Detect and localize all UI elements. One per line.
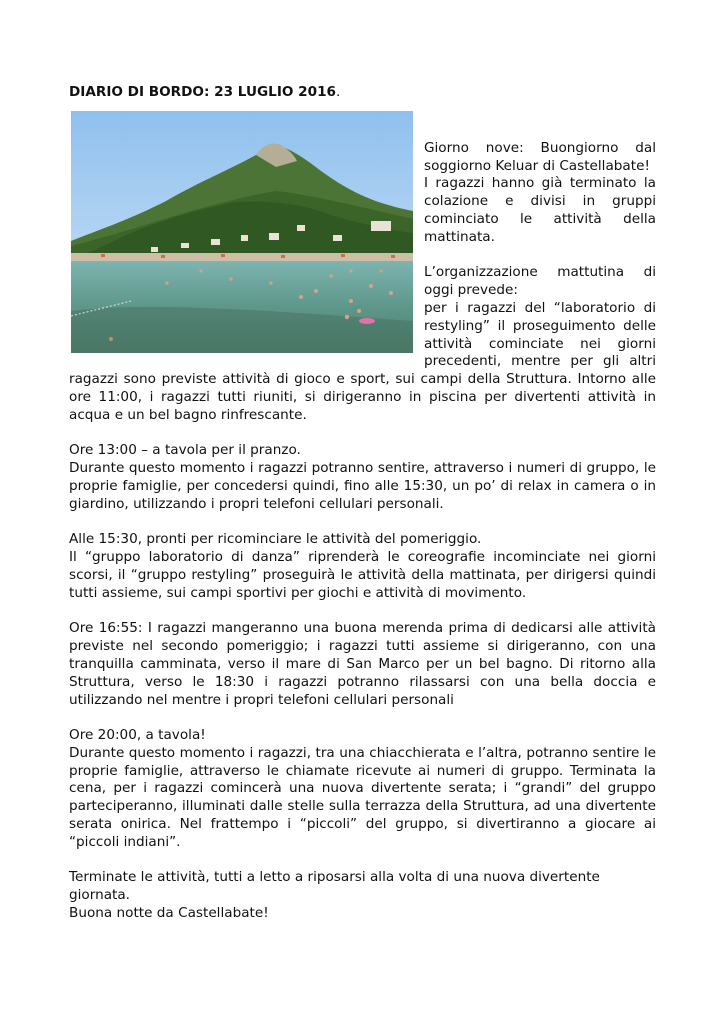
goodnight-text: Buona notte da Castellabate! (69, 905, 269, 922)
afternoon-heading: Alle 15:30, pronti per ricominciare le attività del pomeriggio. (69, 531, 482, 548)
spacer (69, 709, 656, 727)
intro-greeting: Giorno nove: Buongiorno dal soggiorno Keluar di Castellabate! (424, 139, 656, 174)
lunch-heading: Ore 13:00 – a tavola per il pranzo. (69, 442, 301, 459)
spacer (69, 603, 656, 621)
beach-with-hill-photo (71, 111, 413, 353)
spacer (69, 425, 656, 443)
morning-schedule: per i ragazzi del “laboratorio di restyling” il proseguimento delle attività cominciate nei giorni precedenti, mentre per gli altri ragazzi sono previste attività di gioco e sport, sui campi della Struttura. Intorno alle ore 11:00, i ragazzi tutti riuniti, si dirigeranno in piscina per divertenti attività in acqua e un bel bagno rinfrescante. (69, 299, 656, 423)
title-text: DIARIO DI BORDO: 23 LUGLIO 2016 (69, 84, 337, 100)
lunch-text: Durante questo momento i ragazzi potranno sentire, attraverso i numeri di gruppo, le proprie famiglie, per concedersi quindi, fino alle 15:30, un po’ di relax in camera o in giardino, utilizzando i propri telefoni cellulari personali. (69, 460, 656, 512)
dinner-heading: Ore 20:00, a tavola! (69, 727, 206, 744)
spacer (69, 852, 656, 870)
afternoon-text: Il “gruppo laboratorio di danza” riprenderà le coreografie incominciate nei giorni scorsi, il “gruppo restyling” proseguirà le attività della mattinata, per dirigersi quindi tutti assieme, sui campi sportivi per giochi e attività di movimento. (69, 549, 656, 601)
spacer (69, 514, 656, 532)
closing-text: Terminate le attività, tutti a letto a riposarsi alla volta di una nuova divertente giornata. (69, 869, 600, 904)
evening-text: Durante questo momento i ragazzi, tra una chiacchierata e l’altra, potranno sentire le proprie famiglie, attraverso le chiamate ricevute ai numeri di gruppo. Terminata la cena, per i ragazzi comincerà una nuova divertente serata; i “grandi” del gruppo parteciperanno, illuminati dalle stelle sulla terrazza della Struttura, ad una divertente serata onirica. Nel frattempo i “piccoli” del gruppo, si divertiranno a giocare ai “piccoli indiani”. (69, 744, 656, 850)
page-title (69, 84, 656, 102)
snack-text: Ore 16:55: I ragazzi mangeranno una buona merenda prima di dedicarsi alle attività previste nel secondo pomeriggio; i ragazzi tutti assieme si dirigeranno, con una tranquilla camminata, verso il mare di San Marco per un bel bagno. Di ritorno alla Struttura, verso le 18:30 i ragazzi potranno rilassarsi con una bella doccia e utilizzando nel mentre i propri telefoni cellulari personali (69, 620, 656, 708)
morning-heading: L’organizzazione mattutina di oggi prevede: (424, 264, 656, 299)
document-page (69, 84, 656, 923)
title-period: . (336, 84, 341, 100)
intro-breakfast: I ragazzi hanno già terminato la colazione e divisi in gruppi cominciato le attività della mattinata. (424, 175, 656, 245)
